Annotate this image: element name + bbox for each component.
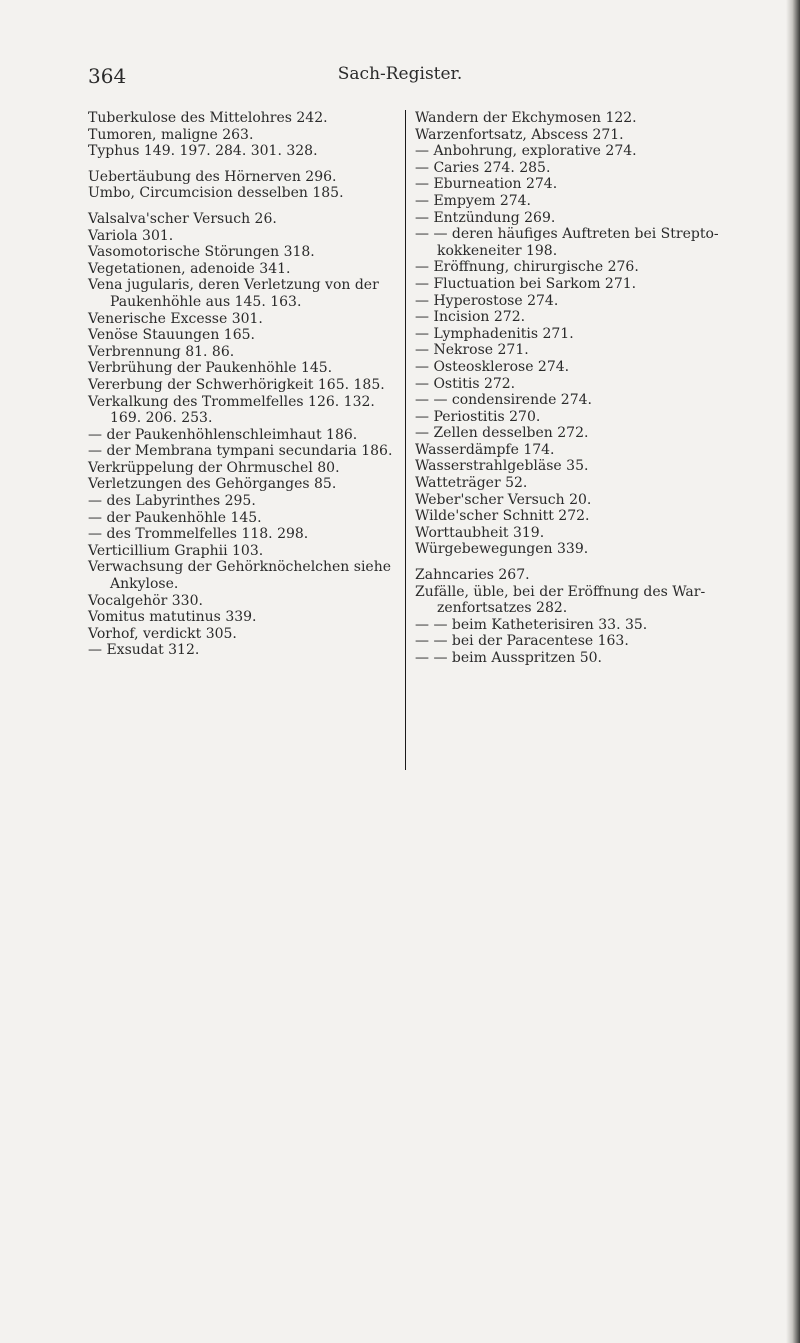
index-entry: Venöse Stauungen 165. [88, 327, 255, 344]
index-entry: — Ostitis 272. [415, 375, 516, 392]
index-entry: Venerische Excesse 301. [88, 310, 263, 327]
index-entry: Watteträger 52. [415, 475, 528, 492]
index-entry: Wandern der Ekchymosen 122. [415, 110, 637, 126]
index-entry: Wilde'scher Schnitt 272. [415, 508, 590, 525]
index-entry: — — beim Katheterisiren 33. 35. [415, 616, 648, 633]
index-entry: — Lymphadenitis 271. [415, 325, 574, 342]
index-entry: — Osteosklerose 274. [415, 358, 570, 375]
index-entry: — der Paukenhöhlenschleimhaut 186. [88, 426, 358, 443]
index-entry: — Periostitis 270. [415, 408, 541, 425]
index-entry: Verbrennung 81. 86. [88, 343, 235, 360]
index-entry: Verletzungen des Gehörganges 85. [88, 476, 337, 493]
index-entry: — Zellen desselben 272. [415, 425, 589, 442]
index-entry: Verwachsung der Gehörknöchelchen siehe Ankylose. [88, 559, 392, 593]
index-entry: Wasserstrahlgebläse 35. [415, 458, 589, 475]
index-entry: — Eburneation 274. [415, 176, 558, 193]
index-entry: — der Membrana tympani secundaria 186. [88, 443, 393, 460]
index-entry: Warzenfortsatz, Abscess 271. [415, 126, 624, 143]
index-entry: Weber'scher Versuch 20. [415, 491, 592, 508]
index-entry: — Nekrose 271. [415, 342, 529, 359]
index-entry: Umbo, Circumcision desselben 185. [88, 185, 344, 202]
index-entry: — — beim Ausspritzen 50. [415, 650, 602, 666]
index-entry: — des Labyrinthes 295. [88, 493, 256, 510]
index-entry: — — deren häufiges Auftreten bei Strepto-kokkeneiter 198. [415, 226, 719, 259]
index-entry: Verticillium Graphii 103. [88, 542, 264, 559]
index-entry: Tumoren, maligne 263. [88, 126, 254, 143]
section-gap [88, 202, 400, 211]
index-entry: — Entzündung 269. [415, 209, 556, 226]
index-entry: — Hyperostose 274. [415, 292, 559, 309]
index-entry: Worttaubheit 319. [415, 524, 545, 541]
index-entry: — Exsudat 312. [88, 642, 200, 659]
index-entry: Vegetationen, adenoide 341. [88, 260, 291, 277]
index-entry: Würgebewegungen 339. [415, 541, 589, 558]
index-entry: — — condensirende 274. [415, 392, 592, 409]
index-entry: Zufälle, üble, bei der Eröffnung des War-zenfortsatzes 282. [415, 583, 706, 617]
index-entry: Vomitus matutinus 339. [88, 609, 257, 626]
index-entry: Tuberkulose des Mittelohres 242. [88, 110, 328, 126]
section-gap [415, 558, 765, 567]
index-entry: Vasomotorische Störungen 318. [88, 244, 315, 261]
index-entry: Verkrüppelung der Ohrmuschel 80. [88, 459, 340, 476]
index-entry: Vocalgehör 330. [88, 592, 203, 609]
index-entry: Verkalkung des Trommelfelles 126. 132. 169. 206. 253. [88, 393, 375, 427]
index-entry: Typhus 149. 197. 284. 301. 328. [88, 143, 318, 160]
index-entry: Verbrühung der Paukenhöhle 145. [88, 360, 333, 377]
running-title: Sach-Register. [337, 64, 463, 84]
index-entry: — Incision 272. [415, 309, 526, 326]
index-entry: — des Trommelfelles 118. 298. [88, 526, 309, 543]
section-gap [88, 160, 400, 169]
page-edge-shadow [786, 0, 800, 1343]
index-entry: — — bei der Paracentese 163. [415, 633, 629, 650]
index-entry: Uebertäubung des Hörnerven 296. [88, 168, 337, 185]
index-entry: Zahncaries 267. [415, 567, 530, 584]
index-column-right [415, 110, 765, 667]
index-entry: — Anbohrung, explorative 274. [415, 143, 637, 160]
index-entry: — Fluctuation bei Sarkom 271. [415, 275, 637, 292]
index-entry: — Empyem 274. [415, 192, 531, 209]
index-column-left [88, 110, 400, 659]
index-entry: — Caries 274. 285. [415, 159, 551, 176]
column-divider [405, 110, 406, 770]
index-entry: Vena jugularis, deren Verletzung von der Paukenhöhle aus 145. 163. [88, 277, 379, 310]
index-entry: — der Paukenhöhle 145. [88, 509, 262, 526]
index-entry: Vorhof, verdickt 305. [88, 625, 237, 642]
index-entry: — Eröffnung, chirurgische 276. [415, 259, 639, 276]
page-number: 364 [88, 64, 127, 88]
index-entry: Wasserdämpfe 174. [415, 441, 555, 458]
index-entry: Valsalva'scher Versuch 26. [88, 210, 277, 227]
index-entry: Variola 301. [88, 227, 174, 244]
index-entry: Vererbung der Schwerhörigkeit 165. 185. [88, 376, 385, 393]
